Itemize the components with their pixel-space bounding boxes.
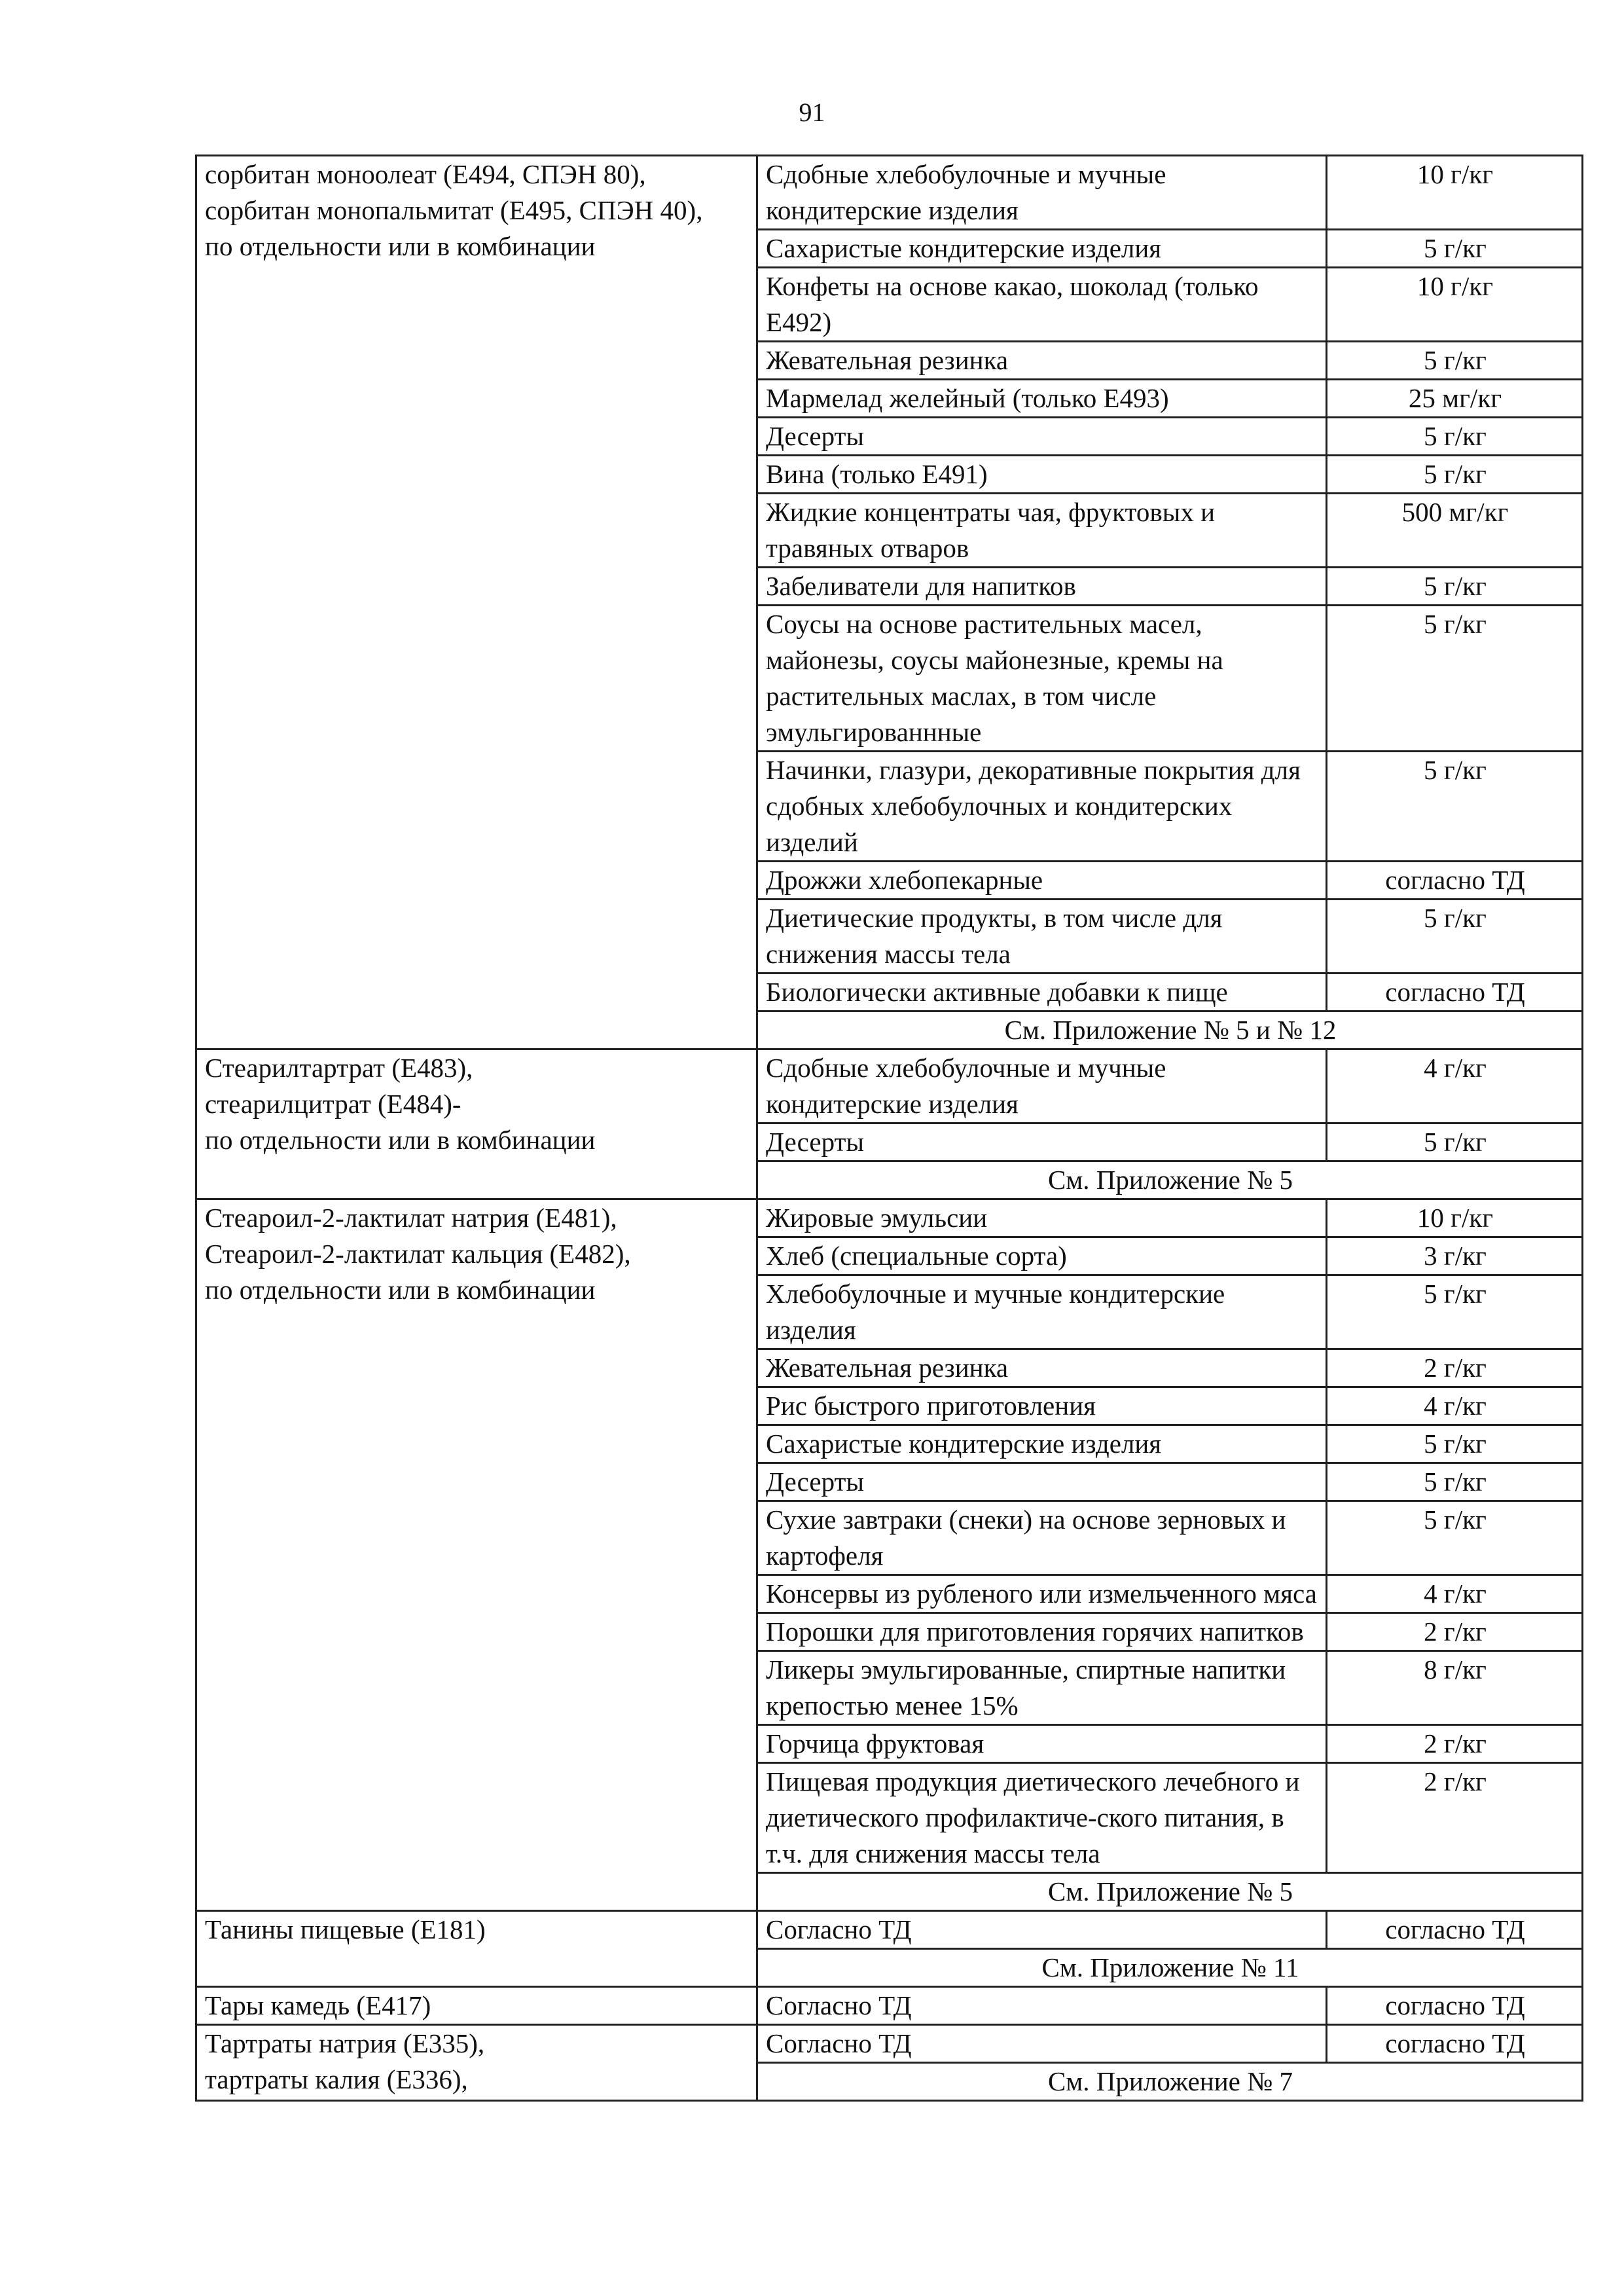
product-category-cell: Сахаристые кондитерские изделия	[757, 1425, 1327, 1463]
additive-name-cell: Тары камедь (E417)	[196, 1987, 757, 2025]
product-category-cell: Десерты	[757, 418, 1327, 456]
product-category-cell: Сдобные хлебобулочные и мучные кондитерские изделия	[757, 1049, 1327, 1123]
table-row	[196, 1987, 1583, 2025]
product-category-cell: Биологически активные добавки к пище	[757, 974, 1327, 1011]
max-level-cell: 2 г/кг	[1327, 1725, 1583, 1763]
additive-name-cell: Стеарилтартрат (E483), стеарилцитрат (E484)- по отдельности или в комбинации	[196, 1049, 757, 1199]
product-category-cell: Жевательная резинка	[757, 342, 1327, 380]
max-level-cell: 8 г/кг	[1327, 1651, 1583, 1725]
product-category-cell: Десерты	[757, 1123, 1327, 1161]
product-category-cell: Пищевая продукция диетического лечебного и диетического профилактиче-ского питания, в т.ч. для снижения массы тела	[757, 1763, 1327, 1873]
max-level-cell: 10 г/кг	[1327, 156, 1583, 230]
max-level-cell: согласно ТД	[1327, 1987, 1583, 2025]
max-level-cell: согласно ТД	[1327, 862, 1583, 900]
additives-table-body	[196, 156, 1583, 2101]
additive-name-cell: сорбитан моноолеат (E494, СПЭН 80), сорбитан монопальмитат (E495, СПЭН 40), по отдельности или в комбинации	[196, 156, 757, 1049]
appendix-reference-cell: См. Приложение № 11	[757, 1949, 1583, 1987]
product-category-cell: Начинки, глазури, декоративные покрытия для сдобных хлебобулочных и кондитерских изделий	[757, 752, 1327, 862]
table-row	[196, 1911, 1583, 1949]
max-level-cell: 4 г/кг	[1327, 1387, 1583, 1425]
max-level-cell: 5 г/кг	[1327, 900, 1583, 974]
product-category-cell: Согласно ТД	[757, 1987, 1327, 2025]
product-category-cell: Диетические продукты, в том числе для снижения массы тела	[757, 900, 1327, 974]
product-category-cell: Жевательная резинка	[757, 1349, 1327, 1387]
product-category-cell: Хлебобулочные и мучные кондитерские изделия	[757, 1275, 1327, 1349]
product-category-cell: Соусы на основе растительных масел, майонезы, соусы майонезные, кремы на растительных маслах, в том числе эмульгированнные	[757, 606, 1327, 752]
product-category-cell: Вина (только E491)	[757, 456, 1327, 494]
product-category-cell: Консервы из рубленого или измельченного мяса	[757, 1575, 1327, 1613]
appendix-reference-cell: См. Приложение № 5 и № 12	[757, 1011, 1583, 1049]
max-level-cell: 3 г/кг	[1327, 1237, 1583, 1275]
product-category-cell: Сахаристые кондитерские изделия	[757, 230, 1327, 268]
additives-table	[195, 155, 1583, 2102]
max-level-cell: согласно ТД	[1327, 2025, 1583, 2063]
max-level-cell: 5 г/кг	[1327, 456, 1583, 494]
table-row	[196, 1199, 1583, 1237]
max-level-cell: согласно ТД	[1327, 974, 1583, 1011]
max-level-cell: 5 г/кг	[1327, 342, 1583, 380]
max-level-cell: 5 г/кг	[1327, 752, 1583, 862]
max-level-cell: 5 г/кг	[1327, 1463, 1583, 1501]
table-row	[196, 1049, 1583, 1123]
max-level-cell: 5 г/кг	[1327, 1501, 1583, 1575]
product-category-cell: Ликеры эмульгированные, спиртные напитки крепостью менее 15%	[757, 1651, 1327, 1725]
product-category-cell: Согласно ТД	[757, 1911, 1327, 1949]
product-category-cell: Хлеб (специальные сорта)	[757, 1237, 1327, 1275]
product-category-cell: Конфеты на основе какао, шоколад (только E492)	[757, 268, 1327, 342]
product-category-cell: Порошки для приготовления горячих напитков	[757, 1613, 1327, 1651]
max-level-cell: 25 мг/кг	[1327, 380, 1583, 418]
product-category-cell: Мармелад желейный (только E493)	[757, 380, 1327, 418]
max-level-cell: 2 г/кг	[1327, 1349, 1583, 1387]
max-level-cell: 2 г/кг	[1327, 1763, 1583, 1873]
table-row	[196, 2025, 1583, 2063]
additive-name-cell: Тартраты натрия (E335), тартраты калия (E336),	[196, 2025, 757, 2101]
product-category-cell: Жидкие концентраты чая, фруктовых и травяных отваров	[757, 494, 1327, 568]
product-category-cell: Горчица фруктовая	[757, 1725, 1327, 1763]
max-level-cell: согласно ТД	[1327, 1911, 1583, 1949]
max-level-cell: 4 г/кг	[1327, 1049, 1583, 1123]
product-category-cell: Сухие завтраки (снеки) на основе зерновых и картофеля	[757, 1501, 1327, 1575]
max-level-cell: 4 г/кг	[1327, 1575, 1583, 1613]
product-category-cell: Десерты	[757, 1463, 1327, 1501]
page-number: 91	[799, 98, 825, 127]
product-category-cell: Дрожжи хлебопекарные	[757, 862, 1327, 900]
max-level-cell: 10 г/кг	[1327, 268, 1583, 342]
additive-name-cell: Стеароил-2-лактилат натрия (E481), Стеароил-2-лактилат кальция (E482), по отдельности или в комбинации	[196, 1199, 757, 1911]
product-category-cell: Сдобные хлебобулочные и мучные кондитерские изделия	[757, 156, 1327, 230]
product-category-cell: Жировые эмульсии	[757, 1199, 1327, 1237]
max-level-cell: 5 г/кг	[1327, 1275, 1583, 1349]
additive-name-cell: Танины пищевые (E181)	[196, 1911, 757, 1987]
product-category-cell: Согласно ТД	[757, 2025, 1327, 2063]
product-category-cell: Забеливатели для напитков	[757, 568, 1327, 606]
max-level-cell: 5 г/кг	[1327, 418, 1583, 456]
max-level-cell: 500 мг/кг	[1327, 494, 1583, 568]
appendix-reference-cell: См. Приложение № 7	[757, 2063, 1583, 2101]
product-category-cell: Рис быстрого приготовления	[757, 1387, 1327, 1425]
max-level-cell: 5 г/кг	[1327, 568, 1583, 606]
table-row	[196, 156, 1583, 230]
appendix-reference-cell: См. Приложение № 5	[757, 1161, 1583, 1199]
max-level-cell: 5 г/кг	[1327, 1425, 1583, 1463]
max-level-cell: 5 г/кг	[1327, 230, 1583, 268]
max-level-cell: 5 г/кг	[1327, 606, 1583, 752]
max-level-cell: 10 г/кг	[1327, 1199, 1583, 1237]
max-level-cell: 2 г/кг	[1327, 1613, 1583, 1651]
max-level-cell: 5 г/кг	[1327, 1123, 1583, 1161]
appendix-reference-cell: См. Приложение № 5	[757, 1873, 1583, 1911]
